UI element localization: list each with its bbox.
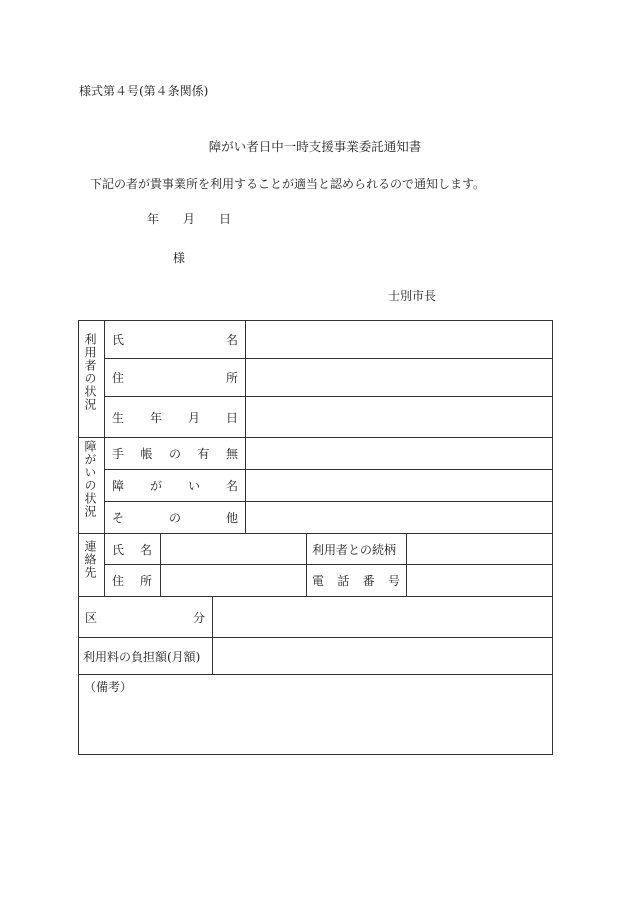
remarks-label: （備考） [84, 680, 133, 694]
relationship-label: 利用者との続柄 [312, 542, 397, 557]
date-day: 日 [219, 212, 232, 226]
contact-name-label: 氏 名 [112, 542, 152, 557]
date-year: 年 [147, 212, 160, 226]
other-label: そ の 他 [112, 511, 238, 525]
date-month: 月 [183, 212, 196, 226]
addressee-suffix: 様 [173, 251, 186, 265]
contact-section-label: 連絡先 [83, 540, 97, 579]
document-title: 障がい者日中一時支援事業委託通知書 [208, 139, 422, 154]
date-line [147, 210, 231, 227]
user-name-label: 氏 名 [112, 333, 238, 347]
user-birthdate-label: 生 年 月 日 [112, 410, 238, 425]
form-number: 様式第４号(第４条関係) [79, 84, 209, 98]
notice-text: 下記の者が貴事業所を利用することが適当と認められるので通知します。 [90, 177, 486, 191]
handbook-label: 手 帳 の 有 無 [112, 447, 238, 461]
fee-label: 利用料の負担額(月額) [83, 649, 201, 664]
disability-name-label: 障 が い 名 [112, 479, 238, 493]
phone-number-label: 電 話 番 号 [312, 574, 400, 588]
user-address-label: 住 所 [112, 371, 238, 385]
contact-address-label: 住 所 [112, 574, 152, 588]
user-section-label: 利用者の状況 [83, 333, 97, 411]
issuer-name: 士別市長 [388, 289, 437, 303]
category-label: 区 分 [85, 610, 205, 625]
disability-section-label: 障がいの状況 [83, 440, 97, 518]
